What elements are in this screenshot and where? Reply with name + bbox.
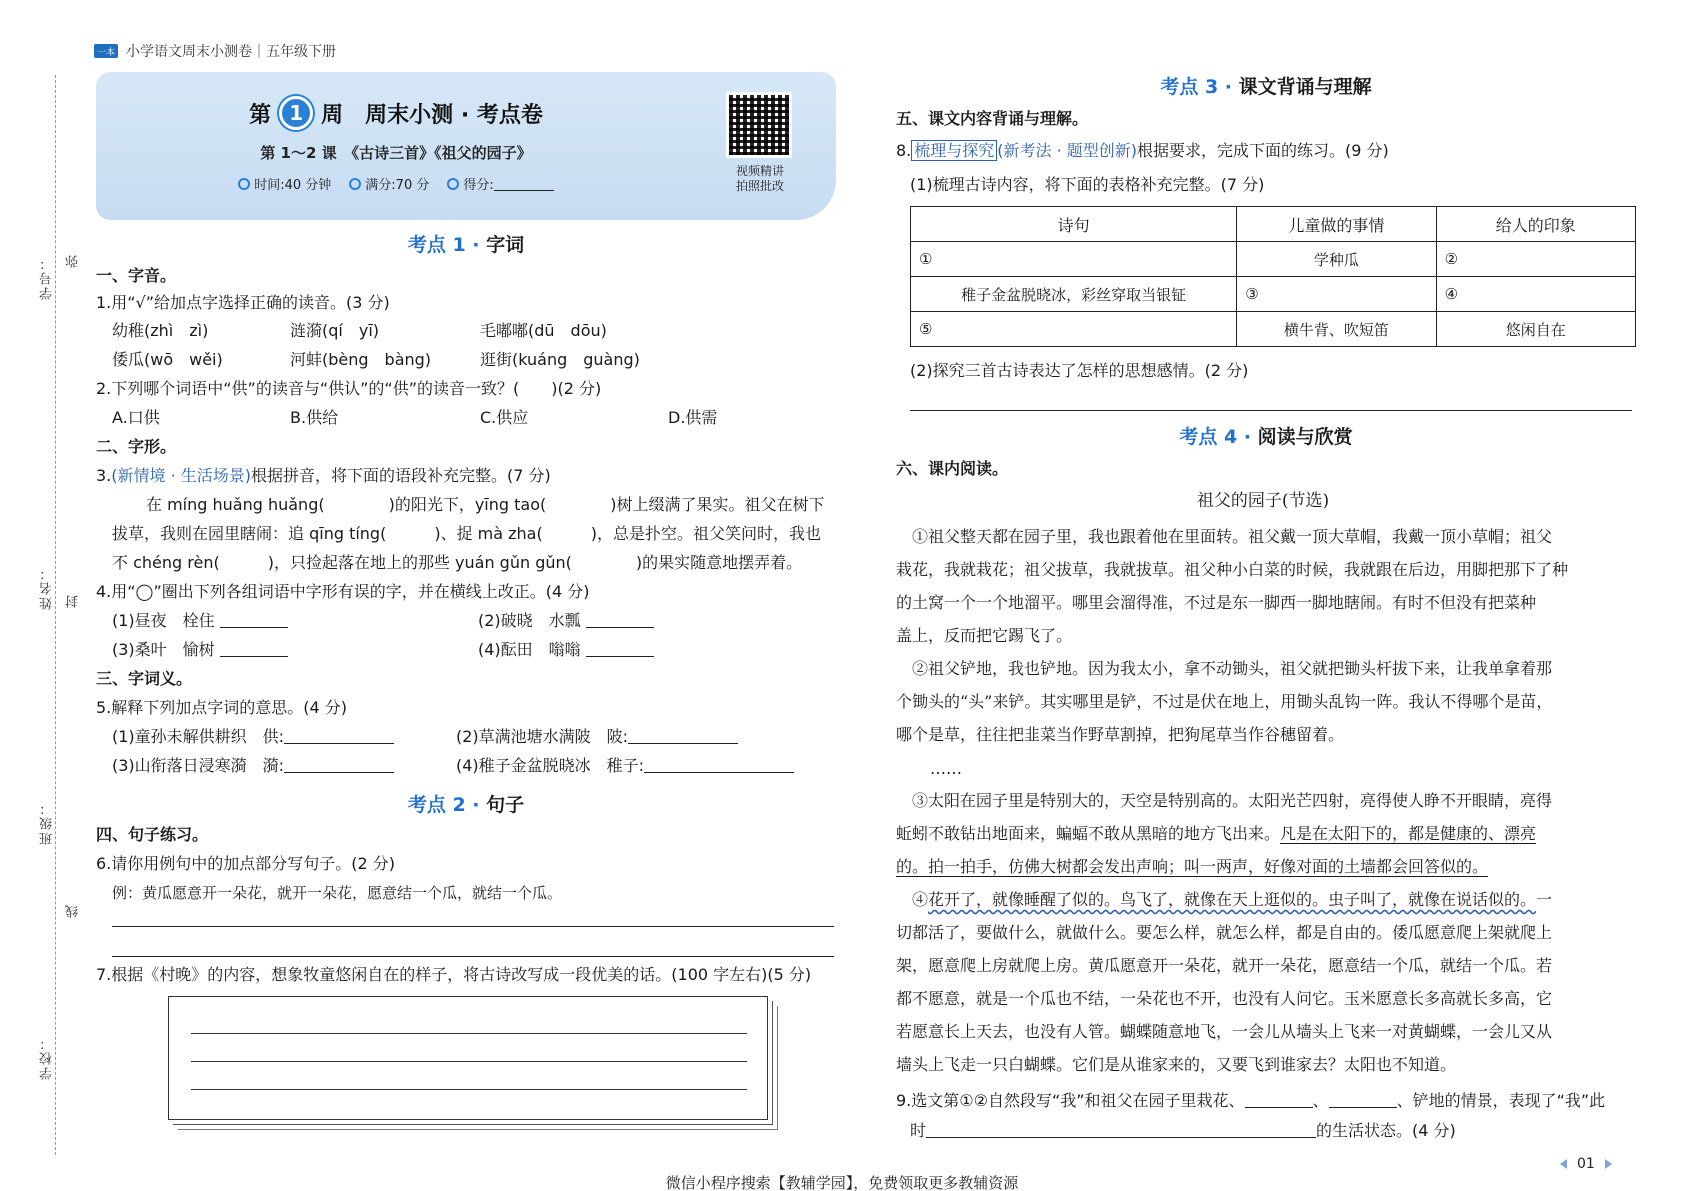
q3-tag: (新情境 · 生活场景) [111,466,252,485]
q5-item-2[interactable]: (2)草满池塘水满陂 陂: [456,726,738,748]
q8-answer-line[interactable] [910,410,1632,411]
q5-blank-2 [628,730,738,744]
passage-paragraph-2: ②祖父铲地，我也铲地。因为我太小，拿不动锄头，祖父就把锄头杆拔下来，让我单拿着那 个锄头的“头”来铲。其实哪里是铲，不过是伏在地上，用锄头乱钩一阵。我认不得哪个是苗， 哪个是草，往往把韭菜当作野草割掉，把狗尾草当作谷穗留着。 [896,659,1553,744]
part-6-heading: 六、课内阅读。 [896,459,1009,478]
seal-char-3: 线 [66,905,81,918]
next-arrow-icon [1605,1159,1612,1169]
q8-tag-box: 梳理与探究 [911,140,997,161]
section-heading-3: 考点 3 · 课文背诵与理解 [1160,76,1372,98]
full-score-info: 满分:70 分 [349,174,429,193]
question-8: 8. 梳理与探究 (新考法 · 题型创新)根据要求，完成下面的练习。(9 分) [896,141,1389,160]
underlined-sentence: 凡是在太阳下的，都是健康的、漂亮 [1280,824,1537,843]
question-7: 7.根据《村晚》的内容，想象牧童悠闲自在的样子，将古诗改写成一段优美的话。(100 字左右)(5 分) [96,965,812,984]
q1-item-2[interactable]: 涟漪(qí yī) [290,321,380,340]
q5-blank-1 [284,730,394,744]
q4-item-1[interactable]: (1)昼夜 栓住 [112,610,288,632]
q4-item-2[interactable]: (2)破晓 水瓢 [478,610,654,632]
question-4: 4.用“◯”圈出下列各组词语中字形有误的字，并在横线上改正。(4 分) [96,582,590,601]
q4-blank-1 [220,614,288,628]
passage-paragraph-4: ④花开了，就像睡醒了似的。鸟飞了，就像在天上逛似的。虫子叫了，就像在说话似的。一 切都活了，要做什么，就做什么。要怎么样，就怎么样，都是自由的。倭瓜愿意爬上架就爬上 架，愿意爬上房就爬上房。黄瓜愿意开一朵花，就开一朵花，愿意结一个瓜，就结一个瓜。若 都不愿意，就是一个瓜也不结，一朵花也不开，也没有人问它。玉米愿意长多高就长多高，它 若愿意长上天去，也没有人管。蝴蝶随意地飞，一会儿从墙头上飞来一对黄蝴蝶，一会儿又从 墙头上飞走一只白蝴蝶。它们是从谁家来的，又要飞到谁家去？太阳也不知道。 [896,890,1553,1074]
binding-line [55,75,56,1155]
check-icon [447,178,459,190]
passage-title: 祖父的园子(节选) [1196,491,1330,511]
week-badge: 1 [279,96,313,130]
q4-item-4[interactable]: (4)酝田 嗡嗡 [478,639,654,661]
table-cell-blank[interactable]: ④ [1436,277,1635,312]
writing-box[interactable] [168,996,768,1120]
q1-item-6[interactable]: 逛街(kuáng guàng) [480,350,640,369]
q5-item-4[interactable]: (4)稚子金盆脱晓冰 稚子: [456,755,794,777]
q2-option-d[interactable]: D.供需 [668,408,718,427]
quiz-meta [96,174,696,193]
q3-line-3[interactable]: 不 chéng rèn( )，只捡起落在地上的那些 yuán gǔn gǔn( )的果实随意地摆弄着。 [112,553,803,572]
write-line-1[interactable] [191,1033,747,1034]
q4-blank-4 [586,643,654,657]
section-heading-4: 考点 4 · 阅读与欣赏 [1179,426,1353,448]
score-info[interactable]: 得分: [447,174,553,193]
part-5-heading: 五、课文内容背诵与理解。 [896,109,1089,128]
q5-item-3[interactable]: (3)山衔落日浸寒漪 漪: [112,755,394,777]
q3-line-2[interactable]: 拔草，我则在园里瞎闹：追 qīng tíng( )、捉 mà zha( )，总是扑空。祖父笑问时，我也 [112,524,821,543]
q1-item-3[interactable]: 毛嘟嘟(dū dōu) [480,321,607,340]
score-blank[interactable] [494,177,554,191]
prev-arrow-icon [1560,1159,1567,1169]
part-2-heading: 二、字形。 [96,437,177,456]
name-label: 姓名： [40,565,55,610]
q2-option-c[interactable]: C.供应 [480,408,529,427]
passage-paragraph-3: ③太阳在园子里是特别大的，天空是特别高的。太阳光芒四射，亮得使人睁不开眼睛，亮得 蚯蚓不敢钻出地面来，蝙蝠不敢从黑暗的地方飞出来。凡是在太阳下的，都是健康的、漂亮 的。拍一拍手，仿佛大树都会发出声响；叫一两声，好像对面的土墙都会回答似的。 [896,791,1553,876]
table-cell: 学种瓜 [1237,242,1436,277]
binding-margin [0,75,81,1155]
table-row [911,312,1636,347]
q4-blank-3 [220,643,288,657]
clock-icon [238,178,250,190]
table-header: 诗句 [911,207,1237,242]
qr-code[interactable] [726,92,792,158]
footer-note: 微信小程序搜索【教辅学园】，免费领取更多教辅资源 [665,1174,1019,1191]
table-header: 儿童做的事情 [1237,207,1436,242]
section-heading-1: 考点 1 · 字词 [407,234,525,256]
q4-blank-2 [586,614,654,628]
school-label: 学校： [40,1035,55,1080]
q9-blank-3[interactable] [926,1124,1316,1138]
id-label: 学号： [40,255,55,300]
q8-part-1: (1)梳理古诗内容，将下面的表格补充完整。(7 分) [910,175,1265,194]
table-cell-blank[interactable]: ③ [1237,277,1436,312]
brand-logo: 一本 [94,44,118,58]
banner-title: 第 1 周 周末小测 · 考点卷 [96,96,696,130]
write-line-3[interactable] [191,1089,747,1090]
lesson-range: 第 1～2 课 《古诗三首》《祖父的园子》 [260,144,532,162]
passage-ellipsis: …… [930,759,962,778]
wavy-underlined-sentence: 花开了，就像睡醒了似的。鸟飞了，就像在天上逛似的。虫子叫了，就像在说话似的。 [928,890,1537,909]
question-2: 2.下列哪个词语中“供”的读音与“供认”的“供”的读音一致？( )(2 分) [96,379,602,398]
q2-option-b[interactable]: B.供给 [290,408,339,427]
table-cell-blank[interactable]: ① [911,242,1237,277]
q4-item-3[interactable]: (3)桑叶 愉树 [112,639,288,661]
q8-part-2: (2)探究三首古诗表达了怎样的思想感情。(2 分) [910,361,1249,380]
q2-option-a[interactable]: A.口供 [112,408,160,427]
q8-tag: (新考法 · 题型创新) [997,141,1138,160]
q1-item-5[interactable]: 河蚌(bèng bàng) [290,350,432,369]
table-cell: 横牛背、吹短笛 [1237,312,1436,347]
table-cell: 悠闲自在 [1436,312,1635,347]
table-row [911,242,1636,277]
table-cell: 稚子金盆脱晓冰，彩丝穿取当银钲 [911,277,1237,312]
q1-item-4[interactable]: 倭瓜(wō wěi) [112,350,223,369]
question-3: 3.(新情境 · 生活场景)根据拼音，将下面的语段补充完整。(7 分) [96,466,551,485]
qr-caption: 视频精讲 拍照批改 [735,164,784,193]
book-title: 小学语文周末小测卷｜五年级下册 [126,44,336,60]
table-header-row [911,207,1636,242]
q9-blank-2[interactable] [1329,1094,1397,1108]
table-cell-blank[interactable]: ② [1436,242,1635,277]
seal-char-1: 弥 [66,255,81,268]
table-cell-blank[interactable]: ⑤ [911,312,1237,347]
passage-paragraph-1: ①祖父整天都在园子里，我也跟着他在里面转。祖父戴一顶大草帽，我戴一顶小草帽；祖父 栽花，我就栽花；祖父拔草，我就拔草。祖父种小白菜的时候，我就跟在后边，用脚把那下了种 的土窝一个一个地溜平。哪里会溜得准，不过是东一脚西一脚地瞎闹。有时不但没有把菜种 盖上，反而把它踢飞了。 [896,527,1569,645]
q5-item-1[interactable]: (1)童孙未解供耕织 供: [112,726,394,748]
question-6: 6.请你用例句中的加点部分写句子。(2 分) [96,854,396,873]
page-number: 01 [1560,1156,1612,1172]
question-9: 9.选文第①②自然段写“我”和祖父在园子里栽花、 、 、铲地的情景，表现了“我”此 [896,1091,1606,1110]
seal-char-2: 封 [66,595,81,608]
q5-blank-3 [284,759,394,773]
q6-answer-line-2[interactable] [112,956,834,957]
poem-table [910,206,1636,347]
q9-blank-1[interactable] [1245,1094,1313,1108]
time-info: 时间:40 分钟 [238,174,331,193]
table-header: 给人的印象 [1436,207,1635,242]
q6-example: 例：黄瓜愿意开一朵花，就开一朵花，愿意结一个瓜，就结一个瓜。 [112,884,563,902]
part-4-heading: 四、句子练习。 [96,825,209,844]
question-9-cont: 时 的生活状态。(4 分) [910,1121,1456,1140]
table-row [911,277,1636,312]
header-bar [94,40,336,62]
q5-blank-4 [644,759,794,773]
quiz-banner [96,72,836,220]
q1-item-1[interactable]: 幼稚(zhì zì) [112,321,209,340]
q3-line-1[interactable]: 在 míng huǎng huǎng( )的阳光下，yīng tao( )树上缀满了果实。祖父在树下 [146,495,825,514]
question-5: 5.解释下列加点字词的意思。(4 分) [96,698,348,717]
class-label: 班级： [40,800,55,845]
q6-answer-line-1[interactable] [112,926,834,927]
part-1-heading: 一、字音。 [96,266,177,285]
write-line-2[interactable] [191,1061,747,1062]
section-heading-2: 考点 2 · 句子 [407,794,525,816]
question-1: 1.用“√”给加点字选择正确的读音。(3 分) [96,293,390,312]
part-3-heading: 三、字词义。 [96,669,193,688]
medal-icon [349,178,361,190]
